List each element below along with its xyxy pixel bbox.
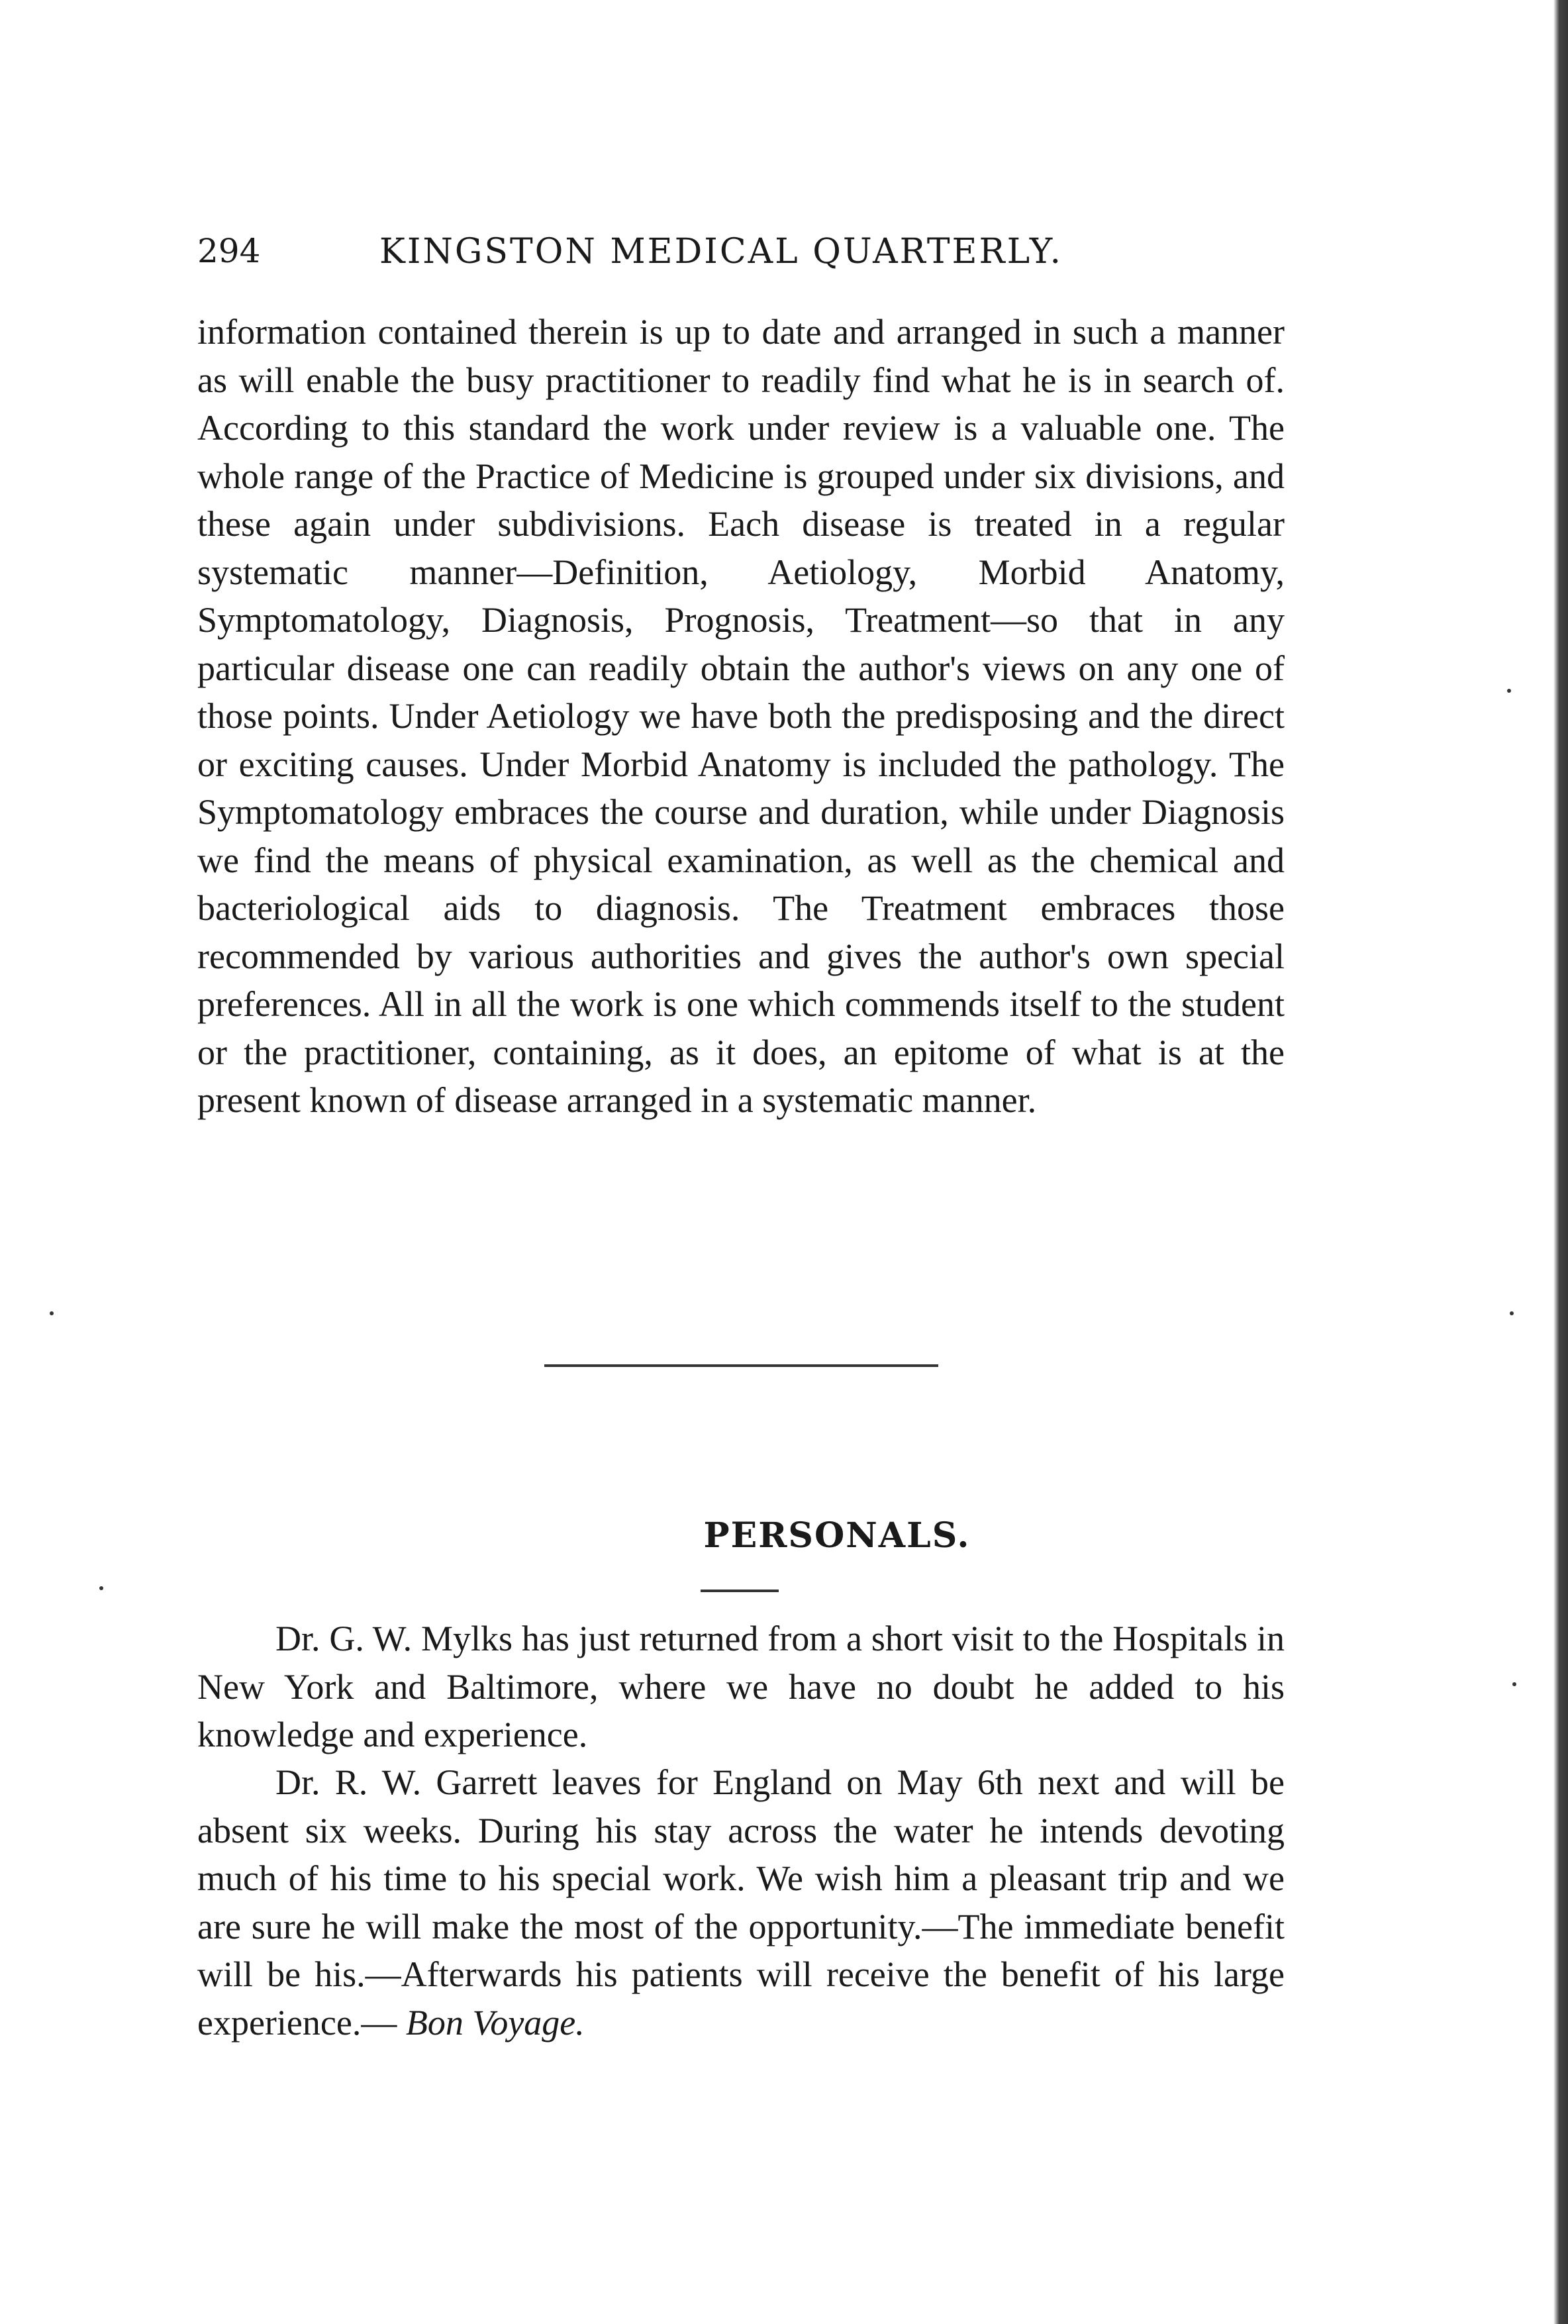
closing-phrase: Bon Voyage. bbox=[405, 2002, 585, 2043]
scan-speck bbox=[1510, 1311, 1514, 1315]
scan-speck bbox=[99, 1586, 103, 1590]
heading-rule bbox=[701, 1590, 779, 1592]
personals-heading: PERSONALS. bbox=[703, 1515, 971, 1556]
scan-edge-shadow bbox=[1553, 0, 1568, 2324]
scan-speck bbox=[1507, 689, 1511, 693]
scan-speck bbox=[50, 1311, 54, 1315]
journal-title: KINGSTON MEDICAL QUARTERLY. bbox=[379, 232, 1063, 272]
review-paragraph: information contained therein is up to date and arranged in such a manner as will enable the busy practitioner to readily find what he is in search of. According to this standard the work under review is a valuable one. The whole range of the Practice of Medicine is grouped under six divisions, and these again under subdivisions. Each disease is treated in a regular systematic manner—Definition, Aetiology, Morbid Anatomy, Symptomatology, Diagnosis, Prognosis, Treatment—so that in any particular disease one can readily obtain the author's views on any one of those points. Under Aetiology we have both the predisposing and the direct or exciting causes. Under Morbid Anatomy is included the pathology. The Symptomatology embraces the course and duration, while under Diagnosis we find the means of physical examination, as well as the chemical and bacteriological aids to diagnosis. The Treatment embraces those recommended by various authorities and gives the author's own special preferences. All in all the work is one which commends itself to the student or the practitioner, containing, as it does, an epitome of what is at the present known of disease arranged in a systematic manner. bbox=[197, 312, 1285, 1120]
scan-speck bbox=[1512, 1682, 1516, 1686]
section-divider bbox=[544, 1364, 938, 1367]
page-number: 294 bbox=[197, 232, 261, 270]
page-header bbox=[197, 232, 1290, 285]
personal-paragraph-mylks: Dr. G. W. Mylks has just returned from a short visit to the Hospitals in New York and Baltimore, where we have no doubt he added to his knowledge and experience. bbox=[197, 1619, 1285, 1754]
personal-paragraph-garrett bbox=[197, 1758, 1285, 2046]
garrett-paragraph-text: Dr. R. W. Garrett leaves for England on May 6th next and will be absent six weeks. During his stay across the water he intends devoting much of his time to his special work. We wish him a pleasant trip and we are sure he will make the most of the opportunity.—The immediate benefit will be his.—Afterwards his patients will receive the benefit of his large experience.— bbox=[197, 1762, 1285, 2043]
